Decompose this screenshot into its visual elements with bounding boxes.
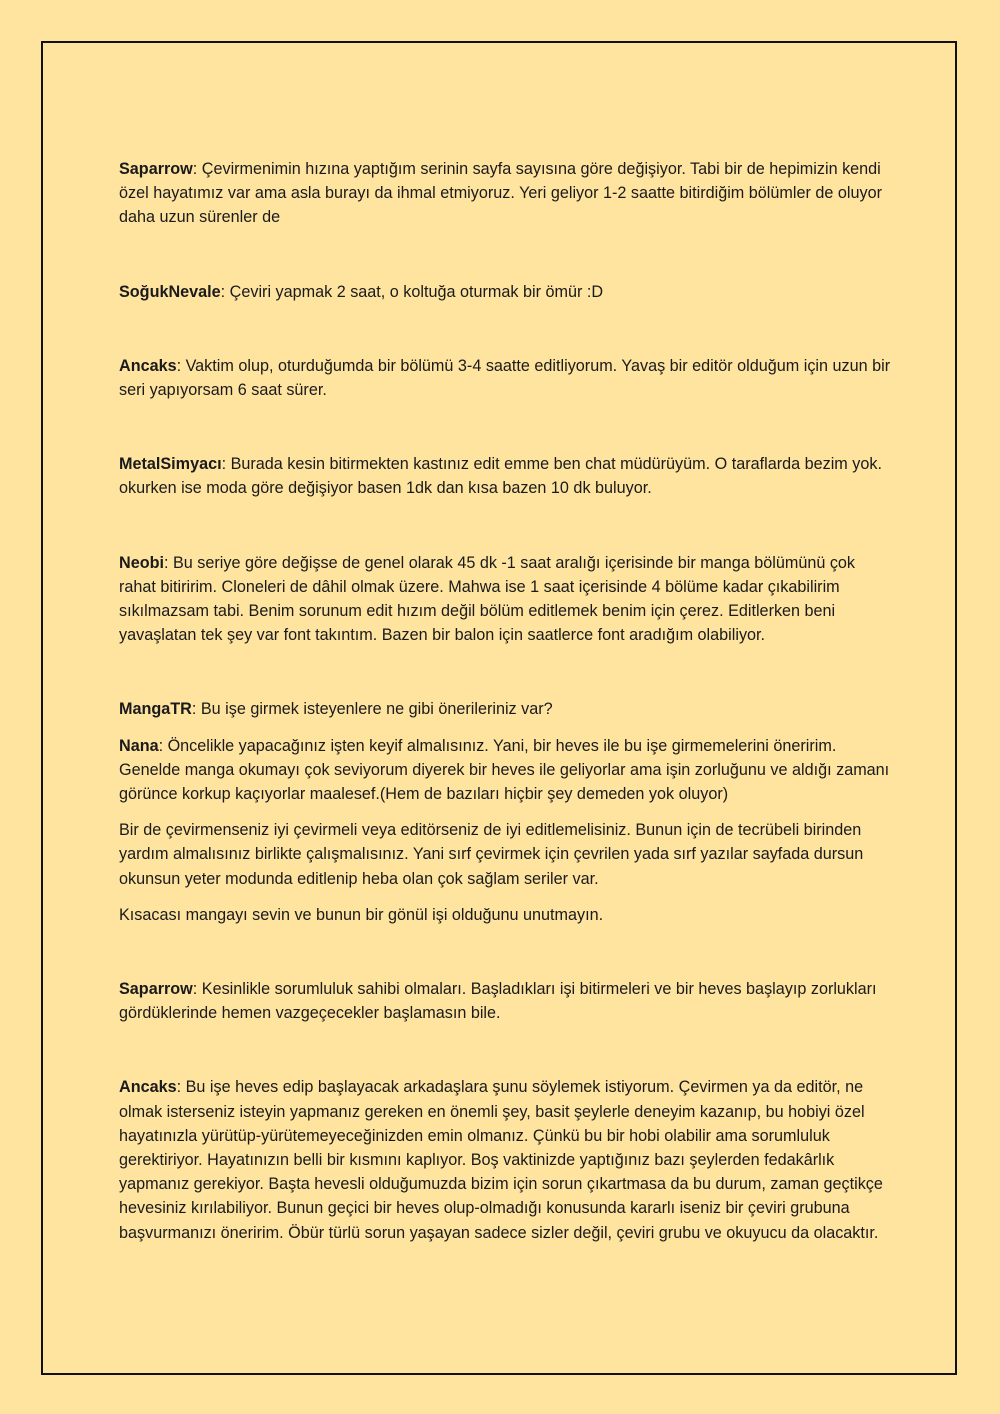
paragraph-text: : Vaktim olup, oturduğumda bir bölümü 3-4 saatte editliyorum. Yavaş bir editör olduğum için uzun bir seri yapıyorsam 6 saat sürer. (119, 356, 891, 400)
interview-text (119, 157, 894, 1245)
speaker-name: Neobi (119, 553, 164, 572)
paragraph-text: : Bu işe girmek isteyenlere ne gibi önerileriniz var? (191, 700, 553, 719)
paragraph-nana-3 (119, 903, 894, 927)
speaker-name: Saparrow (119, 160, 193, 178)
paragraph-text: Kısacası mangayı sevin ve bunun bir gönül işi olduğunu unutmayın. (119, 905, 604, 924)
paragraph-nana-1 (119, 734, 894, 807)
paragraph-mangatr-question (119, 697, 894, 721)
paragraph-text: Bir de çevirmenseniz iyi çevirmeli veya editörseniz de iyi editlemelisiniz. Bunun için de tecrübeli birinden yardım almalısınız birlikte çalışmalısınız. Yani sırf çevirmek için çevrilen yada sırf yazılar sayfada dursun okunsun yeter modunda editlenip heba olan çok sağlam seriler var. (119, 821, 864, 888)
paragraph-text: : Çeviri yapmak 2 saat, o koltuğa oturmak bir ömür :D (220, 282, 604, 301)
paragraph-ancaks-1 (119, 354, 894, 402)
speaker-name: MangaTR (119, 700, 192, 719)
paragraph-nana-2 (119, 818, 894, 891)
paragraph-text: : Bu işe heves edip başlayacak arkadaşlara şunu söylemek istiyorum. Çevirmen ya da editör, ne olmak isterseniz isteyin yapmanız gereken en önemli şey, basit şeylerle deneyim kazanıp, bu hobiyi özel hayatınızla yürütüp-yürütemeyeceğinizden emin olmanız. Çünkü bu bir hobi olabilir ama sorumluluk gerektiriyor. Hayatınızın belli bir kısmını kaplıyor. Boş vaktinizde yaptığınız bazı şeylerden fedakârlık yapmanız gerekiyor. Başta hevesli olduğumuzda bizim için sorun çıkartmasa da bu durum, zaman geçtikçe hevesiniz kırılabiliyor. Bunun geçici bir heves olup-olmadığı konusunda kararlı iseniz bir çeviri grubuna başvurmanızı öneririm. Öbür türlü sorun yaşayan sadece sizler değil, çeviri grubu ve okuyucu da olacaktır. (119, 1078, 883, 1242)
paragraph-neobi (119, 551, 894, 648)
paragraph-saparrow-1 (119, 157, 894, 230)
paragraph-metalsimyaci (119, 452, 894, 500)
speaker-name: MetalSimyacı (119, 455, 222, 474)
speaker-name: Ancaks (119, 356, 177, 375)
paragraph-soguknevale (119, 280, 894, 304)
speaker-name: Saparrow (119, 980, 193, 999)
paragraph-text: : Kesinlikle sorumluluk sahibi olmaları. Başladıkları işi bitirmeleri ve bir heves başlayıp zorlukları gördüklerinde hemen vazgeçecekler başlamasın bile. (119, 980, 877, 1023)
speaker-name: Nana (119, 736, 159, 755)
paragraph-text: : Öncelikle yapacağınız işten keyif almalısınız. Yani, bir heves ile bu işe girmemelerini öneririm. Genelde manga okumayı çok seviyorum diyerek bir heves ile geliyorlar ama işin zorluğunu ve aldığı zamanı görünce korkup kaçıyorlar maalesef.(Hem de bazıları hiçbir şey demeden yok oluyor) (119, 736, 890, 804)
paragraph-ancaks-2 (119, 1075, 894, 1244)
paragraph-text: : Çevirmenimin hızına yaptığım serinin sayfa sayısına göre değişiyor. Tabi bir de hepimizin kendi özel hayatımız var ama asla burayı da ihmal etmiyoruz. Yeri geliyor 1-2 saatte bitirdiğim bölümler de oluyor daha uzun sürenler de (119, 160, 882, 227)
speaker-name: SoğukNevale (119, 282, 221, 301)
speaker-name: Ancaks (119, 1078, 177, 1097)
paragraph-saparrow-2 (119, 977, 894, 1025)
paragraph-text: : Burada kesin bitirmekten kastınız edit emme ben chat müdürüyüm. O taraflarda bezim yok. okurken ise moda göre değişiyor basen 1dk dan kısa bazen 10 dk buluyor. (119, 455, 882, 498)
paragraph-text: : Bu seriye göre değişse de genel olarak 45 dk -1 saat aralığı içerisinde bir manga bölümünü çok rahat bitiririm. Cloneleri de dâhil olmak üzere. Mahwa ise 1 saat içerisinde 4 bölüme kadar çıkabilirim sıkılmazsam tabi. Benim sorunum edit hızım değil bölüm editlemek benim için çerez. Editlerken beni yavaşlatan tek şey var font takıntım. Bazen bir balon için saatlerce font aradığım olabiliyor. (119, 553, 856, 645)
